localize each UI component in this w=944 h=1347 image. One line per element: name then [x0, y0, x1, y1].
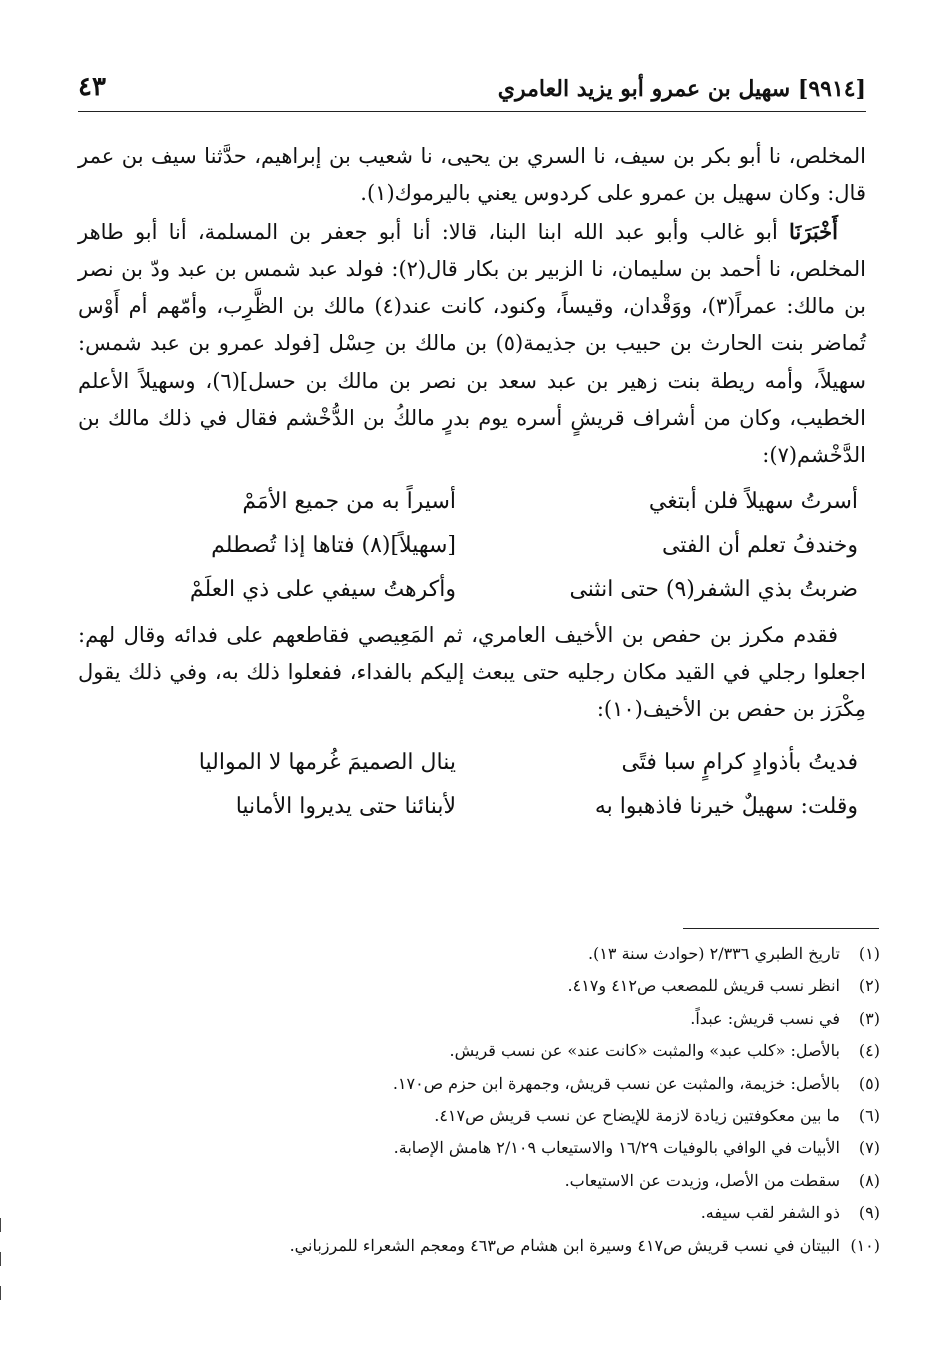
- verse-ajuz: [سهيلاً](٨) فتاها إذا تُصطلم: [211, 533, 456, 559]
- page-number: ٤٣: [78, 72, 106, 102]
- running-title: [٩٩١٤] سهيل بن عمرو أبو يزيد العامري: [497, 76, 866, 102]
- paragraph-2: [78, 213, 866, 475]
- poem-2: [78, 741, 866, 829]
- footnote: [78, 1230, 880, 1262]
- verse-sadr: فديتُ بأذوادٍ كرامٍ سبا فتًى: [621, 749, 858, 775]
- main-text: [78, 138, 866, 834]
- footnote-text: الأبيات في الوافي بالوفيات ١٦/٢٩ والاستيعاب ٢/١٠٩ هامش الإصابة.: [393, 1138, 840, 1158]
- footnote-number: (٣): [858, 1008, 880, 1028]
- verse-sadr: وخندفُ تعلم أن الفتى: [661, 533, 858, 559]
- scan-margin-marks: [0, 1218, 6, 1338]
- verse-line: [78, 741, 866, 785]
- footnote-number: (٨): [858, 1170, 880, 1190]
- akhbarana-lead: أَخْبَرَنَا: [789, 218, 838, 244]
- footnote-text: ذو الشفر لقب سيفه.: [700, 1203, 840, 1223]
- verse-ajuz: لأبنائنا حتى يديروا الأمانيا: [235, 793, 456, 819]
- verse-line: [78, 785, 866, 829]
- footnote-text: انظر نسب قريش للمصعب ص٤١٢ و٤١٧.: [567, 976, 840, 996]
- footnote: [78, 970, 880, 1002]
- verse-ajuz: ينال الصميمَ غُرمها لا المواليا: [198, 749, 456, 775]
- footnote-text: ما بين معكوفتين زيادة لازمة للإيضاح عن نسب قريش ص٤١٧.: [434, 1106, 840, 1126]
- footnote: [78, 1068, 880, 1100]
- verse-sadr: وقلت: سهيلٌ خيرنا فاذهبوا به: [594, 793, 858, 819]
- footnote-text: تاريخ الطبري ٢/٣٣٦ (حوادث سنة ١٣).: [587, 944, 840, 963]
- footnote: [78, 938, 880, 970]
- poem-1: [78, 480, 866, 612]
- header-rule: [78, 111, 866, 112]
- paragraph-1: المخلص، نا أبو بكر بن سيف، نا السري بن يحيى، نا شعيب بن إبراهيم، حدَّثنا سيف بن عمر قال: وكان سهيل بن عمرو على كردوس يعني باليرموك(١).: [78, 144, 866, 206]
- footnote-text: بالأصل: خزيمة، والمثبت عن نسب قريش، وجمهرة ابن حزم ص١٧٠.: [392, 1073, 840, 1093]
- footnote-number: (٥): [858, 1073, 880, 1093]
- verse-line: [78, 524, 866, 568]
- footnote-number: (٤): [858, 1041, 880, 1061]
- footnote-text: سقطت من الأصل، وزيدت عن الاستيعاب.: [564, 1170, 840, 1190]
- footnote: [78, 1197, 880, 1229]
- footnote-separator: [683, 928, 879, 929]
- footnote: [78, 1035, 880, 1067]
- verse-ajuz: أسيراً به من جميع الأمَمْ: [242, 489, 456, 515]
- footnote-number: (٩): [858, 1203, 880, 1223]
- footnote-number: (١٠): [850, 1235, 880, 1255]
- footnote-text: بالأصل: «كلب عبد» والمثبت «كانت عند» عن نسب قريش.: [449, 1041, 840, 1061]
- footnote: [78, 1100, 880, 1132]
- footnote-number: (٢): [858, 976, 880, 996]
- paragraph-3: فقدم مكرز بن حفص بن الأخيف العامري، ثم المَعِيصي فقاطعهم على فدائه وقال لهم: اجعلوا رجلي في القيد مكان رجليه حتى يبعث إليكم بالفداء، ففعلوا ذلك به، وفي ذلك يقول مِكْرَز بن حفص بن الأخيف(١٠):: [78, 622, 866, 722]
- verse-line: [78, 480, 866, 524]
- verse-ajuz: وأكرهتُ سيفي على ذي العلَمْ: [189, 577, 456, 603]
- footnote-number: (٦): [858, 1106, 880, 1126]
- footnote-text: البيتان في نسب قريش ص٤١٧ وسيرة ابن هشام ص٤٦٣ ومعجم الشعراء للمرزباني.: [289, 1235, 840, 1255]
- footnote: [78, 1003, 880, 1035]
- footnote: [78, 1132, 880, 1164]
- footnotes: [78, 938, 880, 1262]
- footnote-number: (١): [858, 944, 880, 963]
- footnote: [78, 1165, 880, 1197]
- footnote-text: في نسب قريش: عبداً.: [690, 1008, 840, 1028]
- paragraph-2-text: أبو غالب وأبو عبد الله ابنا البنا، قالا: أنا أبو جعفر بن المسلمة، أنا أبو طاهر المخلص، نا أحمد بن سليمان، نا الزبير بن بكار قال(٢): فولد عبد شمس بن عبد ودّ بن نصر بن مالك: عمراً(٣)، ووَقْدان، وقيساً، وكنود، كانت عند(٤) مالك بن الظَّرِب، وأمّهم أم أَوْس تُماضر بنت الحارث بن حبيب بن جذيمة(٥) بن مالك بن حِسْل [فولد عمرو بن عبد شمس: سهيلاً، وأمه ريطة بنت زهير بن عبد سعد بن نصر بن مالك بن حسل](٦)، وسهيلاً الأعلم الخطيب، وكان من أشراف قريشٍ أسره يوم بدرٍ مالكُ بن الدُّخْشم فقال في ذلك مالك بن الدَّخْشم(٧):: [78, 219, 867, 468]
- verse-sadr: أسرتُ سهيلاً فلن أبتغي: [648, 489, 858, 515]
- verse-sadr: ضربتُ بذي الشفر(٩) حتى انثنى: [569, 577, 858, 603]
- verse-line: [78, 568, 866, 612]
- footnote-number: (٧): [858, 1138, 880, 1158]
- page-header: [78, 68, 866, 112]
